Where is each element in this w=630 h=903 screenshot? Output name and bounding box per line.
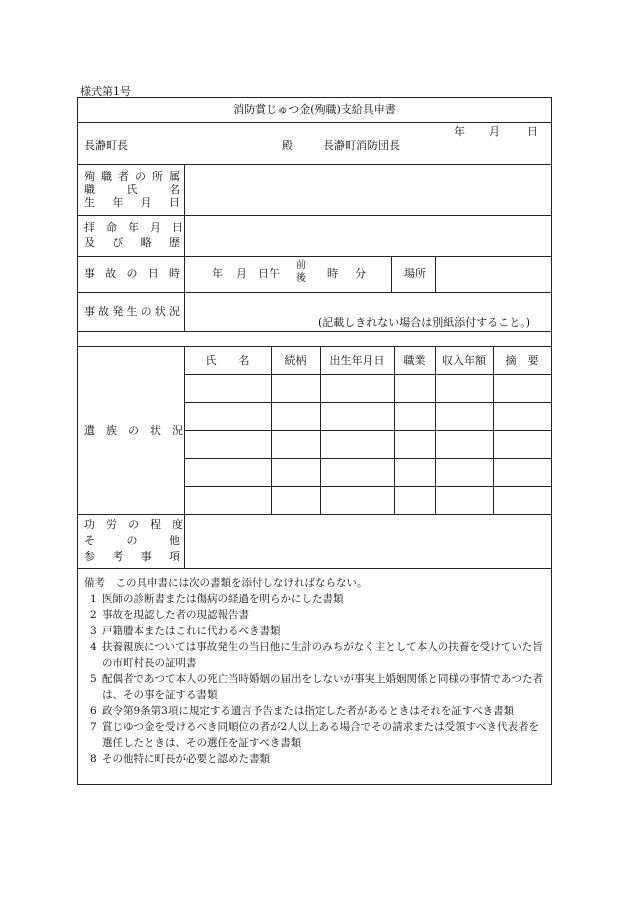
accident-datetime-label: 事 故 の 日 時 [84,267,180,280]
note-item: 6 政令第9条第3項に規定する遺言予告または指定した者があるときはそれを証すべき書類 [90,705,515,717]
notes-heading: 備考 この具申書には次の書類を添付しなければならない。 [84,577,368,589]
note-item: 1 医師の診断書または傷病の経過を明らかにした書類 [90,593,344,605]
place-divider-right [435,256,436,292]
survivor-row-4 [184,458,551,459]
date-day: 日 [527,125,538,138]
accident-situation-note: (記載しきれない場合は別紙添付すること。) [318,316,531,329]
header-remarks: 摘 要 [505,354,539,367]
note-item: 8 その他特に町長が必要と認めた書類 [90,753,270,765]
survivor-row-1 [184,374,551,375]
rule-title [78,122,551,123]
survivor-row-3 [184,430,551,431]
rule-situation [78,331,551,332]
addressee-honorific: 殿 [282,139,293,152]
accident-situation-label: 事故発生の状況 [84,305,180,318]
survivor-row-2 [184,402,551,403]
note-item: 3 戸籍謄本またはこれに代わるべき書類 [90,625,281,637]
accident-year: 年 [212,267,223,280]
header-relation: 続柄 [284,354,307,367]
form-number: 様式第1号 [80,85,131,98]
rule-blank [78,346,551,347]
accident-place-label: 場所 [404,267,426,280]
addressee-to: 長瀞町長 [84,139,128,152]
form-title: 消防賞じゅつ金(殉職)支給具申書 [233,103,396,116]
header-income: 収入年額 [442,354,486,367]
note-item: 4 扶養親族については事故発生の当日他に生計のみちがなく主として本人の扶養を受けていた旨の市町村長の証明書 [90,641,543,669]
note-item: 2 事故を現認した者の現認報告書 [90,609,249,621]
note-item: 5 配偶者であつて本人の死亡当時婚姻の届出をしないが事実上婚姻関係と同様の事情であつた者は、その事を証する書類 [90,673,543,701]
place-divider-left [391,256,392,292]
application-form: 消防賞じゅつ金(殉職)支給具申書 長瀞町長 殿 長瀞町消防団長 年 月 日 殉 職 者 の 所 属 職 氏 名 生 年 月 日 拝 命 年 月 日 及 び 略 歴 事 故 の 日 時 年 月 日午 前 後 時 分 場所 事故発生の状況 (記載しきれない場合は別紙添付すること。) 遺 族 の 状 況 氏 名 続柄 出生年月日 職業 収入年額 摘 要 功 労 の 程 度 そ の 他 参 考 事 項 備考 この具申書には次の書類を添付しなければならない。 1 医師の診断書または傷病の経過を明らかにした書類 2 事故を現認した者の現認報告書 3 戸籍謄本またはこれに代わるべき書類 4 扶養親族については事故発生の当日他に生計のみちがなく主として本人の扶養を受けていた旨の市町村長の証明書 5 配偶者であつて本人の死亡当時婚姻の届出をしないが事実上婚姻関係と同様の事情であつた者は、その事を証する書類 6 政令第9条第3項に規定する遺言予告または指定した者があるときはそれを証すべき書類 7 賞じゆつ金を受けるべき同順位の者が2人以上ある場合でその請求または受領すべき代表者を選任したときは、その選任を証すべき書類 8 その他特に町長が必要と認めた書類 [77,97,552,785]
label-divider-lower [184,346,185,568]
accident-pm: 後 [296,273,306,284]
rule-survivors [78,514,551,515]
header-birthdate: 出生年月日 [329,354,385,367]
rule-appointment [78,256,551,257]
accident-month: 月 [236,267,247,280]
accident-am: 前 [296,260,306,271]
header-occupation: 職業 [403,354,426,367]
note-item: 7 賞じゆつ金を受けるべき同順位の者が2人以上ある場合でその請求または受領すべき代表者を選任したときは、その選任を証すべき書類 [90,721,539,749]
notes-section [84,575,546,767]
label-divider-upper [184,164,185,331]
accident-hour: 時 [327,267,338,280]
rule-addressee [78,164,551,165]
date-month: 月 [489,125,500,138]
addressee-from: 長瀞町消防団長 [323,139,400,152]
survivors-label: 遺 族 の 状 況 [84,424,183,437]
accident-minute: 分 [355,267,366,280]
rule-merit [78,568,551,569]
rule-datetime [78,292,551,293]
accident-day: 日午 [258,267,280,280]
header-name: 氏 名 [205,354,250,367]
date-year: 年 [454,125,465,138]
rule-affiliation [78,215,551,216]
survivor-row-5 [184,486,551,487]
